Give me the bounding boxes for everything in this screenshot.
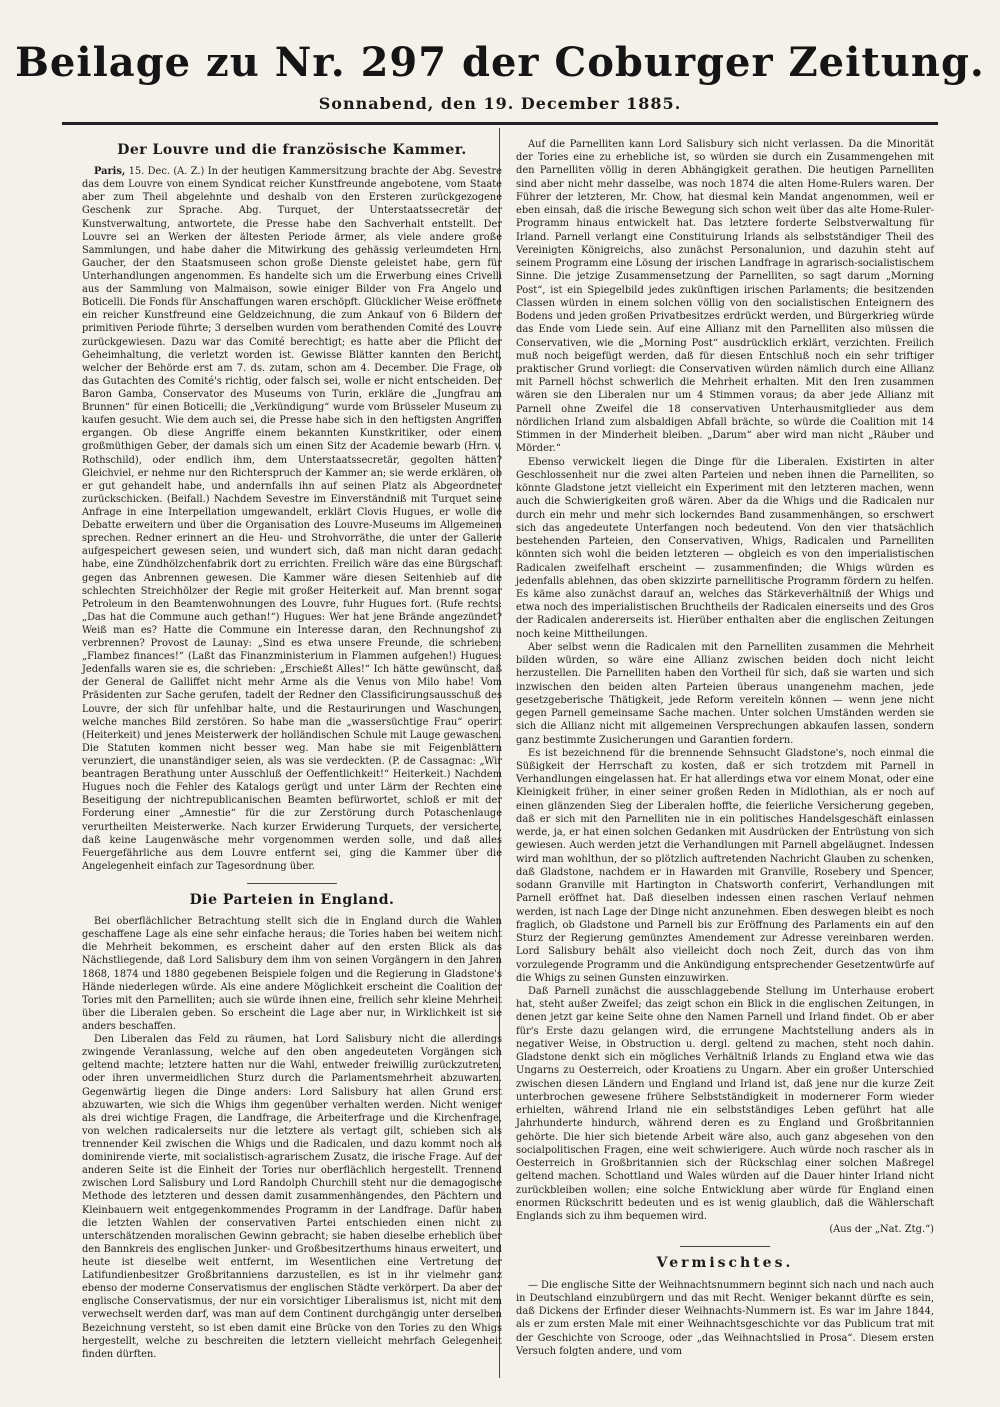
article-heading-vermischtes: Vermischtes. xyxy=(656,1255,794,1272)
article-paragraph: Bei oberflächlicher Betrachtung stellt sich die in England durch die Wahlen geschaffene Lage als eine sehr einfache heraus; die Tories haben bei weitem nicht die Mehrheit bekommen, es erscheint daher auf den ersten Blick als das Nächstliegende, daß Lord Salisbury dem ihm von seinen Vorgängern in den Jahren 1868, 1874 und 1880 gegebenen Beispiele folgen und die Regierung in Gladstone's Hände niederlegen würde. Als eine andere Möglichkeit erscheint die Coalition der Tories mit den Parnelliten; auch sie würde ihnen eine, freilich sehr kleine Mehrheit über die Liberalen geben. So erscheint die Lage aber nur, in Wirklichkeit ist sie anders beschaffen. xyxy=(82,916,502,1032)
article-separator xyxy=(247,883,337,884)
masthead-rule xyxy=(62,122,938,125)
article-body-vermischtes: — Die englische Sitte der Weihnachtsnummern beginnt sich nach und nach auch in Deutschland einzubürgern und das mit Recht. Weniger bekannt dürfte es sein, daß Dickens der Erfinder dieser Weihnachts-Nummern ist. Es war im Jahre 1844, als er zum ersten Male mit einer Weihnachtsgeschichte vor das Publicum trat mit der Geschichte von Scrooge, oder „das Weihnachtslied in Prosa“. Diesem ersten Versuch folgten andere, und vom xyxy=(516,1279,934,1357)
article-paragraph: Es ist bezeichnend für die brennende Sehnsucht Gladstone's, noch einmal die Süßigkeit der Herrschaft zu kosten, daß er sich trotzdem mit Parnell in Verhandlungen eingelassen hat. Er hat allerdings etwa vor einem Monat, oder eine Kleinigkeit früher, in einer seiner großen Reden in Midlothian, als er noch auf einen glänzenden Sieg der Liberalen hoffte, die feierliche Versicherung gegeben, daß er sich mit den Parnelliten nie in ein politisches Handelsgeschäft einlassen werde, ja, er hat einen solchen Gedanken mit Ausdrücken der Entrüstung von sich gewiesen. Auch werden jetzt die Verhandlungen mit Parnell abgeläugnet. Indessen wird man wohlthun, der so plötzlich auftretenden Nachricht Glauben zu schenken, daß Gladstone, nachdem er in Hawarden mit Granville, Rosebery und Spencer, sodann Granville mit Hartington in Chatsworth conferirt, Verhandlungen mit Parnell eröffnet hat. Daß dieselben indessen einen raschen Verlauf nehmen werden, ist nach Lage der Dinge nicht anzunehmen. Eben deswegen bleibt es noch fraglich, ob Gladstone und Parnell bis zur Eröffnung des Parlaments ein auf den Sturz der Regierung gemünztes Amendement zur Adresse vereinbaren werden. Lord Salisbury behält also vielleicht doch noch Zeit, durch das von ihm vorzulegende Programm und die Ankündigung entsprechender Gesetzentwürfe auf die Whigs zu seinen Gunsten einzuwirken. xyxy=(516,747,934,984)
newspaper-title: Beilage zu Nr. 297 der Coburger Zeitung. xyxy=(15,39,985,86)
dateline-city: Paris, xyxy=(94,166,126,178)
article-paragraph: Aber selbst wenn die Radicalen mit den Parnelliten zusammen die Mehrheit bilden würden, so wäre eine Allianz zwischen beiden doch nicht leicht herzustellen. Die Parnelliten haben den Vortheil für sich, daß sie warten und sich inzwischen den beiden alten Parteien überaus unangenehm machen, jede gesetzgeberische Thätigkeit, jede Reform vereiteln können — wenn jene nicht gegen Parnell gemeinsame Sache machen. Unter solchen Umständen werden sie sich die Allianz nicht mit allgemeinen Versprechungen abkaufen lassen, sondern ganz bestimmte Zusicherungen und Garantien fordern. xyxy=(516,641,934,746)
masthead xyxy=(0,40,1000,113)
article-separator xyxy=(680,1246,770,1247)
article-source: (Aus der „Nat. Ztg.“) xyxy=(829,1224,934,1236)
article-paragraph: Ebenso verwickelt liegen die Dinge für die Liberalen. Existirten in alter Geschlossenheit nur die zwei alten Parteien und neben ihnen die Parnelliten, so könnte Gladstone jetzt vielleicht ein Experiment mit den letzteren machen, wenn auch die Schwierigkeiten groß wären. Aber da die Whigs und die Radicalen nur durch ein mehr und mehr sich lockerndes Band zusammenhängen, so erschwert sich das angedeutete Unterfangen noch bedeutend. Von den vier thatsächlich bestehenden Parteien, den Conservativen, Whigs, Radicalen und Parnelliten könnten sich wohl die beiden letzteren — obgleich es von den imperialistischen Radicalen zweifelhaft erscheint — zusammenfinden; die Whigs würden es jedenfalls ablehnen, das oben skizzirte parnellitische Programm fördern zu helfen. Es käme also zunächst darauf an, welches das Stärkeverhältniß der Whigs und etwa noch des imperialistischen Bruchtheils der Radicalen einerseits und des Gros der Radicalen andererseits ist. Hierüber enthalten aber die englischen Zeitungen noch keine Mittheilungen. xyxy=(516,456,934,640)
article-heading-louvre: Der Louvre und die französische Kammer. xyxy=(117,142,467,158)
issue-date: Sonnabend, den 19. December 1885. xyxy=(318,94,682,113)
article-body-louvre xyxy=(82,165,502,873)
article-heading-england: Die Parteien in England. xyxy=(189,892,395,909)
article-paragraph: Auf die Parnelliten kann Lord Salisbury sich nicht verlassen. Da die Minorität der Tories eine zu erhebliche ist, so würden sie durch ein Zusammengehen mit den Parnelliten völlig in deren Abhängigkeit gerathen. Die heutigen Parnelliten sind aber nicht mehr dasselbe, was noch 1874 die alten Home-Rulers waren. Der Führer der letzteren, Mr. Chow, hat diesmal kein Mandat angenommen, weil er eben einsah, daß die irische Bewegung sich schon weit über das alte Home-Ruler-Programm hinaus entwickelt hat. Das letztere forderte Selbstverwaltung für Irland. Parnell verlangt eine Constituirung Irlands als selbstständiger Theil des Vereinigten Königreichs, also zunächst Personalunion, und dazuhin steht auf seinem Programm eine Lösung der irischen Landfrage in agrarisch-socialistischem Sinne. Die jetzige Zusammensetzung der Parnelliten, so sagt darum „Morning Post“, ist ein Spiegelbild jedes zukünftigen irischen Parlaments; die besitzenden Classen würden in einem solchen völlig von den socialistischen Enteignern des Bodens und jeden großen Privatbesitzes erdrückt werden, und Bürgerkrieg würde das Ende vom Liede sein. Auf eine Allianz mit den Parnelliten also müssen die Conservativen, wie die „Morning Post“ ausdrücklich erklärt, verzichten. Freilich muß noch beigefügt werden, daß für diesen Entschluß noch ein sehr triftiger praktischer Grund vorliegt: die Conservativen würden nämlich durch eine Allianz mit Parnell höchst schwerlich die Mehrheit erhalten. Mit den Iren zusammen wären sie den Liberalen nur um 4 Stimmen voraus; da aber jede Allianz mit Parnell ohne Zweifel die 18 conservativen Unterhausmitglieder aus dem nördlichen Irland zum alsbaldigen Abfall brächte, so würde die Coalition mit 14 Stimmen in der Minderheit bleiben. „Darum“ aber wird man nicht „Räuber und Mörder.“ xyxy=(516,139,934,455)
article-paragraph: Den Liberalen das Feld zu räumen, hat Lord Salisbury nicht die allerdings zwingende Veranlassung, welche auf den oben angedeuteten Vorgängen sich geltend machte; letztere hatten nur die Wahl, entweder freiwillig zurückzutreten, oder ihren unvermeidlichen Sturz durch die Parlamentsmehrheit abzuwarten. Gegenwärtig liegen die Dinge anders: Lord Salisbury hat allen Grund erst abzuwarten, wie sich die Whigs ihm gegenüber verhalten werden. Nicht weniger als drei wichtige Fragen, die Landfrage, die Arbeiterfrage und die Kirchenfrage, von welchen radicalerseits nur die letztere als vertagt gilt, schieben sich als trennender Keil zwischen die Whigs und die Radicalen, und dazu kommt noch als dominirende vierte, mit socialistisch-agrarischem Zusatz, die irische Frage. Auf der anderen Seite ist die Einheit der Tories nur oberflächlich hergestellt. Trennend zwischen Lord Salisbury und Lord Randolph Churchill steht nur die demagogische Methode des letzteren und dessen damit zusammenhängendes, den Pächtern und Kleinbauern weit entgegenkommendes Programm in der Landfrage. Dafür haben die letzten Wahlen der conservativen Partei entschieden einen nicht zu unterschätzenden moralischen Gewinn gebracht; sie haben dieselbe erheblich über den Bannkreis des englischen Junker- und Großbesitzerthums hinaus erweitert, und heute ist dieselbe weit entfernt, im Wesentlichen eine Vertretung der Latifundienbesitzer Großbritanniens darzustellen, es ist in ihr vielmehr ganz ebenso der moderne Conservatismus der englischen Städte verkörpert. Da aber der englische Conservatismus, der nur ein vorsichtiger Liberalismus ist, nicht mit dem verwechselt werden darf, was man auf dem Continent durchgängig unter derselben Bezeichnung versteht, so ist eben damit eine Brücke von den Tories zu den Whigs hergestellt, welche zu beschreiten die letztern vielleicht mehrfach Gelegenheit finden dürften. xyxy=(82,1034,502,1360)
right-column xyxy=(516,138,934,1358)
left-column xyxy=(82,138,502,1361)
article-text-louvre: 15. Dec. (A. Z.) In der heutigen Kammersitzung brachte der Abg. Sevestre das dem Louvre von einem Syndicat reicher Kunstfreunde angebotene, vom Staate aber zum Theil abgelehnte und deshalb von den Ersteren zurückgezogene Geschenk zur Sprache. Abg. Turquet, der Unterstaatssecretär der Kunstverwaltung, antwortete, die Presse habe den Sachverhalt entstellt. Der Louvre sei an Werken der ältesten Periode ärmer, als viele andere große Sammlungen, und habe daher die Mitwirkung des gehässig verleumdeten Hrn. Gaucher, der den Staatsmuseen schon große Dienste geleistet habe, gern für Unterhandlungen angenommen. Es handelte sich um die Erwerbung eines Crivelli aus der Sammlung von Malmaison, sowie einiger Bilder von Fra Angelo und Boticelli. Die Fonds für Anschaffungen waren erschöpft. Glücklicher Weise eröffnete ein reicher Kunstfreund eine Geldzeichnung, die zum Ankauf von 6 Bildern der primitiven Periode führte; 3 derselben wurden vom berathenden Comité des Louvre zurückgewiesen. Dazu war das Comité berechtigt; es hatte aber die Pflicht der Geheimhaltung, die verletzt worden ist. Gewisse Blätter kannten den Bericht, welcher der Behörde erst am 7. ds. zutam, schon am 4. December. Die Frage, ob das Gutachten des Comité's richtig, oder falsch sei, wolle er nicht entscheiden. Der Baron Gamba, Conservator des Museums von Turin, erkläre die „Jungfrau am Brunnen“ für einen Boticelli; die „Verkündigung“ wurde vom Brüsseler Museum zu kaufen gesucht. Wie dem auch sei, die Presse habe sich in den heftigsten Angriffen ergangen. Ob diese Angriffe einem bekannten Kunstkritiker, oder einem großmüthigen Geber, der damals sich um einen Sitz der Academie bewarb (Hrn. v. Rothschild), oder endlich ihm, dem Unterstaatssecretär, gegolten hätten? Gleichviel, er nehme nur den Richterspruch der Kammer an; sie werde erklären, ob er gut gehandelt habe, und andernfalls ihn auf seinen Platz als Abgeordneter zurückschicken. (Beifall.) Nachdem Sevestre im Einverständniß mit Turquet seine Anfrage in eine Interpellation umgewandelt, erklärt Clovis Hugues, er wolle die Debatte erweitern und über die Organisation des Louvre-Museums im Allgemeinen sprechen. Redner erinnert an die Heu- und Strohvorräthe, die unter der Gallerie aufgespeichert gewesen seien, und wundert sich, daß man nicht daran gedacht habe, eine Zündhölzchenfabrik dort zu errichten. Freilich wäre das eine Bürgschaft gegen das Anbrennen gewesen. Die Kammer wäre diesen Seitenhieb auf die schlechten Streichhölzer der Regie mit großer Heiterkeit auf. Man brennt sogar Petroleum in den Beamtenwohnungen des Louvre, fuhr Hugues fort. (Rufe rechts: „Das hat die Commune auch gethan!“) Hugues: Wer hat jene Brände angezündet? Weiß man es? Hatte die Commune ein Interesse daran, den Rechnungshof zu verbrennen? Provost de Launay: „Sind es etwa unsere Freunde, die schrieben: „Flambez finances!“ (Laßt das Finanzministerium in Flammen aufgehen!) Hugues: Jedenfalls waren sie es, die schrieben: „Erschießt Alles!“ Ich hätte gewünscht, daß der General de Galliffet nicht mehr Arme als die Venus von Milo habe! Vom Präsidenten zur Sache gerufen, tadelt der Redner den Classificirungsausschuß des Louvre, der sich für unfehlbar halte, und die Restaurirungen und Waschungen, welche manches Bild zerstören. So habe man die „wassersüchtige Frau“ operirt (Heiterkeit) und jenes Meisterwerk der holländischen Schule mit Lauge gewaschen. Die Statuten kommen nicht besser weg. Man habe sie mit Feigenblättern verunziert, die unanständiger seien, als was sie verdeckten. (P. de Cassagnac: „Wir beantragen Berathung unter Ausschluß der Oeffentlichkeit!“ Heiterkeit.) Nachdem Hugues noch die Fehler des Katalogs gerügt und unter Lärm der Rechten eine Beseitigung der nichtrepublicanischen Beamten befürwortet, schloß er mit der Forderung einer „Amnestie“ für die zur Zerstörung durch Potaschenlauge verurtheilten Meisterwerke. Nach kurzer Erwiderung Turquets, der versicherte, daß keine Laugenwäsche mehr vorgenommen werden solle, und daß alles Feuergefährliche aus dem Louvre entfernt sei, ging die Kammer über die Angelegenheit einfach zur Tagesordnung über. xyxy=(82,166,502,872)
article-paragraph: Daß Parnell zunächst die ausschlaggebende Stellung im Unterhause erobert hat, steht außer Zweifel; das zeigt schon ein Blick in die englischen Zeitungen, in denen jetzt gar keine Seite ohne den Namen Parnell und Irland findet. Ob er aber für's Erste dazu gelangen wird, die errungene Machtstellung anders als in negativer Weise, in Obstruction u. dergl. geltend zu machen, steht noch dahin. Gladstone denkt sich ein mögliches Verhältniß Irlands zu England etwa wie das Ungarns zu Oesterreich, oder Kroatiens zu Ungarn. Aber ein großer Unterschied zwischen diesen Ländern und England und Irland ist, daß jene nur die kurze Zeit unterbrochen gewesene frühere Selbstständigkeit in modernerer Form wieder erhielten, während Irland nie ein selbstständiges Leben geführt hat alle Jahrhunderte hindurch, während deren es zu England und Großbritannien gehörte. Die hier sich bietende Arbeit wäre also, auch ganz abgesehen von den socialpolitischen Fragen, eine weit schwierigere. Auch würde noch rascher als in Oesterreich in Großbritannien sich der Rückschlag einer solchen Maßregel geltend machen. Schottland und Wales würden auf die Dauer hinter Irland nicht zurückbleiben wollen; eine solche Entwicklung aber würde für England einen enormen Rückschritt bedeuten und es ist wenig glaublich, daß die Wählerschaft Englands sich zu ihm bequemen wird. xyxy=(516,986,934,1222)
